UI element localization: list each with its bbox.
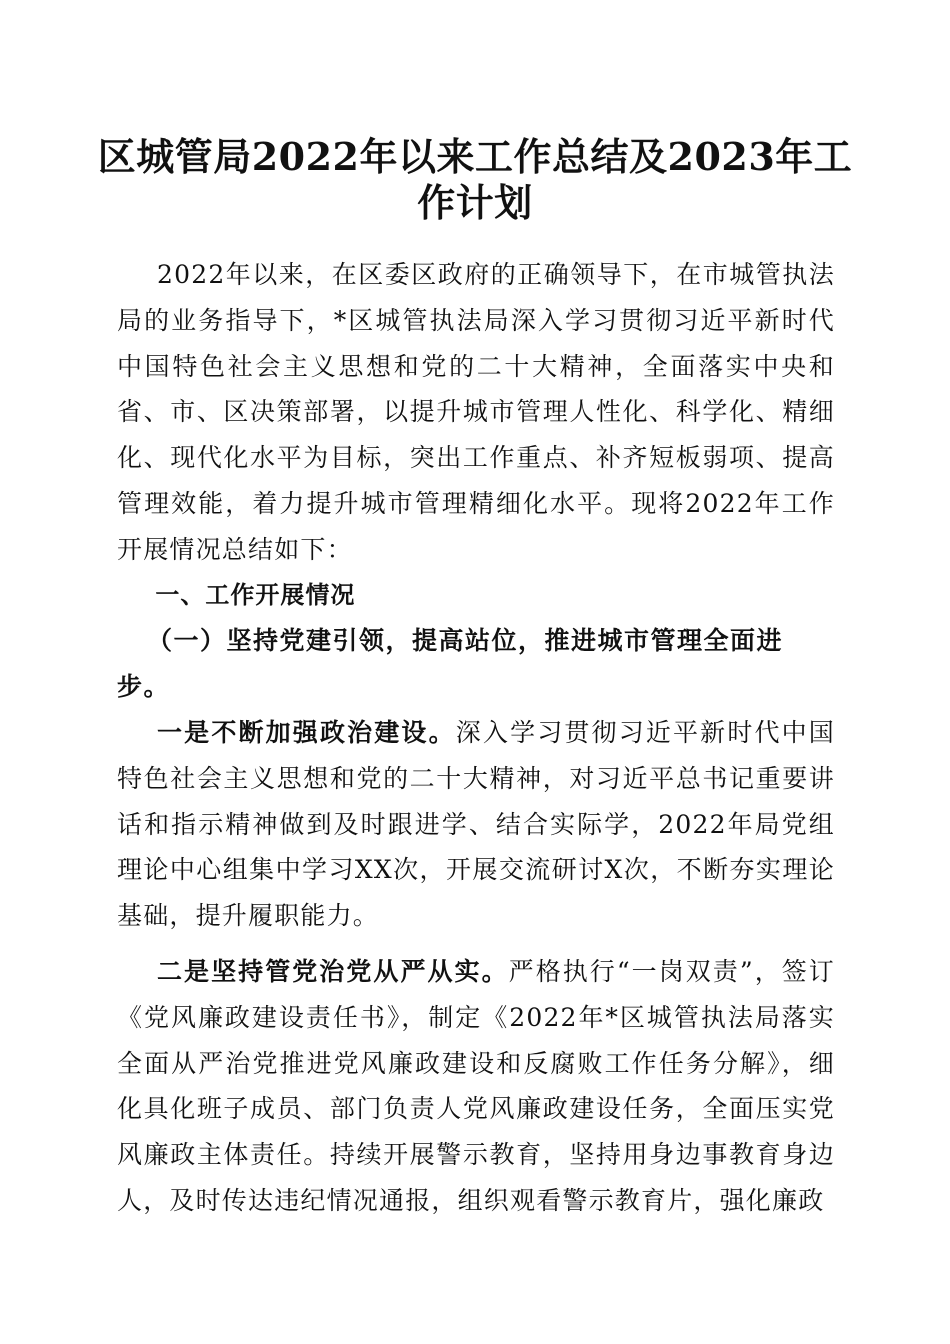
paragraph-lead: 二是坚持管党治党从严从实。 <box>157 956 509 986</box>
paragraph-strict-party-governance <box>117 949 835 1224</box>
paragraph-political-construction <box>117 710 835 939</box>
document-body <box>117 252 835 1224</box>
document-title: 区城管局2022年以来工作总结及2023年工作计划 <box>97 134 853 225</box>
section-heading-work-progress: 一、工作开展情况 <box>155 580 356 609</box>
paragraph-text: 深入学习贯彻习近平新时代中国特色社会主义思想和党的二十大精神，对习近平总书记重要讲话和指示精神做到及时跟进学、结合实际学，2022年局党组理论中心组集中学习XX次，开展交流研讨X次，不断夯实理论基础，提升履职能力。 <box>117 717 836 931</box>
paragraph-text: 严格执行“一岗双责”，签订《党风廉政建设责任书》，制定《2022年*区城管执法局落实全面从严治党推进党风廉政建设和反腐败工作任务分解》，细化具化班子成员、部门负责人党风廉政建设任务，全面压实党风廉政主体责任。持续开展警示教育，坚持用身边事教育身边人，及时传达违纪情况通报，组织观看警示教育片，强化廉政 <box>117 956 835 1215</box>
intro-paragraph: 2022年以来，在区委区政府的正确领导下，在市城管执法局的业务指导下，*区城管执法局深入学习贯彻习近平新时代中国特色社会主义思想和党的二十大精神，全面落实中央和省、市、区决策部署，以提升城市管理人性化、科学化、精细化、现代化水平为目标，突出工作重点、补齐短板弱项、提高管理效能，着力提升城市管理精细化水平。现将2022年工作开展情况总结如下： <box>117 260 835 564</box>
paragraph-spacer <box>117 939 835 949</box>
paragraph-lead: 一是不断加强政治建设。 <box>157 717 456 747</box>
subsection-heading-party-building: （一）坚持党建引领，提高站位，推进城市管理全面进步。 <box>117 626 784 702</box>
